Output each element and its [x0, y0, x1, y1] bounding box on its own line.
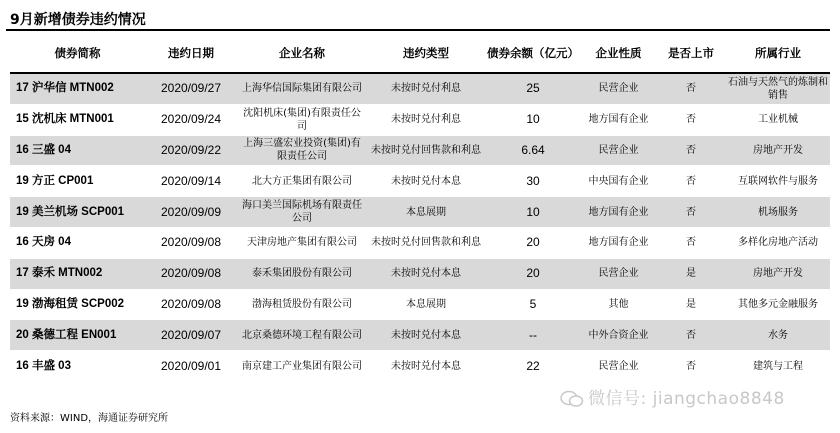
header-balance: 债券余额（亿元）	[485, 34, 581, 73]
table-row	[10, 73, 830, 104]
cell-balance: 30	[485, 166, 581, 197]
cell-industry: 其他多元金融服务	[726, 289, 830, 320]
cell-company: 北大方正集团有限公司	[237, 166, 367, 197]
table-row	[10, 258, 830, 289]
cell-nature: 地方国有企业	[581, 197, 656, 228]
cell-listed: 否	[656, 197, 726, 228]
table-row	[10, 320, 830, 351]
header-default-type: 违约类型	[367, 34, 485, 73]
cell-industry: 石油与天然气的炼制和销售	[726, 73, 830, 104]
cell-bond-name: 16 天房 04	[10, 227, 145, 258]
cell-balance: 10	[485, 197, 581, 228]
cell-default-type: 未按时兑付利息	[367, 73, 485, 104]
cell-nature: 中外合资企业	[581, 320, 656, 351]
cell-listed: 否	[656, 227, 726, 258]
cell-default-date: 2020/09/22	[145, 135, 237, 166]
cell-company: 南京建工产业集团有限公司	[237, 351, 367, 381]
cell-default-type: 未按时兑付本息	[367, 351, 485, 381]
cell-listed: 否	[656, 166, 726, 197]
cell-nature: 民营企业	[581, 351, 656, 381]
cell-balance: --	[485, 320, 581, 351]
cell-company: 沈阳机床(集团)有限责任公司	[237, 104, 367, 135]
table-title-bar	[6, 6, 830, 31]
cell-default-date: 2020/09/14	[145, 166, 237, 197]
header-industry: 所属行业	[726, 34, 830, 73]
cell-nature: 民营企业	[581, 73, 656, 104]
header-company: 企业名称	[237, 34, 367, 73]
cell-default-type: 未按时兑付本息	[367, 166, 485, 197]
cell-industry: 工业机械	[726, 104, 830, 135]
cell-default-date: 2020/09/08	[145, 227, 237, 258]
source-note: 资料来源：WIND，海通证券研究所	[10, 413, 169, 424]
cell-listed: 是	[656, 289, 726, 320]
cell-balance: 25	[485, 73, 581, 104]
cell-default-type: 未按时兑付回售款和利息	[367, 227, 485, 258]
cell-company: 上海华信国际集团有限公司	[237, 73, 367, 104]
watermark-text: 微信号: jiangchao8848	[588, 389, 785, 409]
cell-nature: 民营企业	[581, 258, 656, 289]
cell-nature: 其他	[581, 289, 656, 320]
cell-nature: 中央国有企业	[581, 166, 656, 197]
cell-industry: 房地产开发	[726, 258, 830, 289]
table-row	[10, 227, 830, 258]
cell-bond-name: 17 泰禾 MTN002	[10, 258, 145, 289]
cell-company: 泰禾集团股份有限公司	[237, 258, 367, 289]
cell-industry: 机场服务	[726, 197, 830, 228]
cell-industry: 房地产开发	[726, 135, 830, 166]
cell-default-date: 2020/09/27	[145, 73, 237, 104]
cell-industry: 水务	[726, 320, 830, 351]
header-row	[10, 34, 830, 73]
cell-default-type: 本息展期	[367, 197, 485, 228]
cell-listed: 否	[656, 135, 726, 166]
cell-balance: 22	[485, 351, 581, 381]
cell-bond-name: 20 桑德工程 EN001	[10, 320, 145, 351]
cell-bond-name: 19 美兰机场 SCP001	[10, 197, 145, 228]
default-bond-table	[10, 34, 830, 381]
cell-default-date: 2020/09/09	[145, 197, 237, 228]
cell-default-type: 未按时兑付回售款和利息	[367, 135, 485, 166]
table-row	[10, 351, 830, 381]
table-row	[10, 289, 830, 320]
cell-balance: 10	[485, 104, 581, 135]
cell-bond-name: 17 沪华信 MTN002	[10, 73, 145, 104]
table-row	[10, 135, 830, 166]
cell-bond-name: 15 沈机床 MTN001	[10, 104, 145, 135]
wechat-watermark	[560, 384, 785, 409]
cell-balance: 20	[485, 258, 581, 289]
wechat-icon	[560, 390, 584, 408]
cell-nature: 地方国有企业	[581, 104, 656, 135]
cell-company: 天津房地产集团有限公司	[237, 227, 367, 258]
cell-default-date: 2020/09/24	[145, 104, 237, 135]
cell-industry: 建筑与工程	[726, 351, 830, 381]
cell-listed: 否	[656, 320, 726, 351]
table-row	[10, 166, 830, 197]
cell-nature: 民营企业	[581, 135, 656, 166]
cell-bond-name: 19 渤海租赁 SCP002	[10, 289, 145, 320]
cell-company: 上海三盛宏业投资(集团)有限责任公司	[237, 135, 367, 166]
cell-default-type: 未按时兑付本息	[367, 320, 485, 351]
header-nature: 企业性质	[581, 34, 656, 73]
cell-listed: 否	[656, 73, 726, 104]
cell-industry: 多样化房地产活动	[726, 227, 830, 258]
cell-listed: 否	[656, 351, 726, 381]
cell-default-type: 本息展期	[367, 289, 485, 320]
cell-listed: 否	[656, 104, 726, 135]
table-row	[10, 104, 830, 135]
cell-bond-name: 16 丰盛 03	[10, 351, 145, 381]
header-bond-name: 债券简称	[10, 34, 145, 73]
cell-industry: 互联网软件与服务	[726, 166, 830, 197]
cell-balance: 6.64	[485, 135, 581, 166]
cell-default-date: 2020/09/07	[145, 320, 237, 351]
cell-default-date: 2020/09/08	[145, 289, 237, 320]
cell-listed: 是	[656, 258, 726, 289]
table-title: 9月新增债券违约情况	[10, 12, 146, 28]
cell-balance: 20	[485, 227, 581, 258]
cell-default-date: 2020/09/08	[145, 258, 237, 289]
cell-balance: 5	[485, 289, 581, 320]
cell-bond-name: 16 三盛 04	[10, 135, 145, 166]
cell-default-date: 2020/09/01	[145, 351, 237, 381]
cell-bond-name: 19 方正 CP001	[10, 166, 145, 197]
header-default-date: 违约日期	[145, 34, 237, 73]
cell-company: 渤海租赁股份有限公司	[237, 289, 367, 320]
cell-default-type: 未按时兑付利息	[367, 104, 485, 135]
cell-default-type: 未按时兑付本息	[367, 258, 485, 289]
cell-company: 北京桑德环境工程有限公司	[237, 320, 367, 351]
table-row	[10, 197, 830, 228]
cell-company: 海口美兰国际机场有限责任公司	[237, 197, 367, 228]
cell-nature: 地方国有企业	[581, 227, 656, 258]
header-listed: 是否上市	[656, 34, 726, 73]
